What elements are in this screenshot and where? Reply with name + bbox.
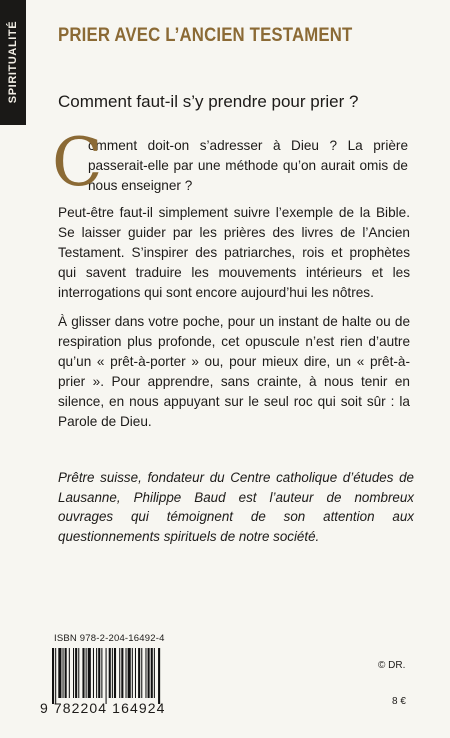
barcode-bar xyxy=(65,648,67,698)
book-title: PRIER AVEC L’ANCIEN TESTAMENT xyxy=(58,24,353,46)
barcode-bar xyxy=(154,648,155,698)
subtitle: Comment faut-il s’y prendre pour prier ? xyxy=(58,92,359,111)
barcode-bar xyxy=(86,648,87,698)
barcode-bar xyxy=(75,648,77,698)
barcode-digits: 9 782204 164924 xyxy=(40,700,166,716)
barcode-bar xyxy=(88,648,91,698)
barcode-bar xyxy=(55,648,56,704)
barcode-bar xyxy=(96,648,97,698)
barcode-bar xyxy=(114,648,116,698)
paragraph-bible-example: Peut-être faut-il simplement suivre l’exemple de la Bible. Se laisser guider par les prières des livres de l’Ancien Testament. S’inspirer des patriarches, rois et prophètes qui savent traduire les mouvements intérieurs et les interrogations qui sont encore aujourd’hui les nôtres. xyxy=(58,205,410,300)
barcode-bar xyxy=(112,648,113,698)
author-bio: Prêtre suisse, fondateur du Centre catholique d’études de Lausanne, Philippe Baud est l’auteur de nombreux ouvrages qui témoignent de son attention aux questionnements spirituels de notre société. xyxy=(58,470,414,544)
barcode-bars xyxy=(48,648,196,704)
barcode-bar xyxy=(135,648,136,698)
barcode-bar xyxy=(69,648,70,698)
barcode-bar xyxy=(93,648,94,698)
barcode-bar xyxy=(73,648,74,698)
barcode-bar xyxy=(101,648,102,698)
photo-copyright: © DR. xyxy=(378,660,406,671)
barcode xyxy=(48,648,196,708)
barcode-bar xyxy=(148,648,150,698)
barcode-bar xyxy=(106,648,107,704)
barcode-bar xyxy=(151,648,153,698)
spine-label: SPIRITUALITÉ xyxy=(7,20,19,104)
barcode-bar xyxy=(158,648,160,704)
drop-cap: C xyxy=(52,124,103,201)
barcode-bar xyxy=(78,648,79,698)
barcode-bar xyxy=(138,648,140,698)
barcode-bar xyxy=(132,648,133,698)
barcode-bar xyxy=(128,648,131,698)
intro-paragraph xyxy=(52,124,408,201)
barcode-bar xyxy=(98,648,100,698)
barcode-bar xyxy=(58,648,61,698)
barcode-bar xyxy=(121,648,123,698)
price: 8 € xyxy=(392,696,406,707)
barcode-bar xyxy=(63,648,64,698)
barcode-bar xyxy=(145,648,146,698)
barcode-bar xyxy=(119,648,120,698)
spine-tab xyxy=(0,0,26,125)
barcode-bar xyxy=(126,648,127,698)
intro-text: omment doit-on s’adresser à Dieu ? La prière passerait-elle par une méthode qu’on aurait omis de nous enseigner ? xyxy=(88,138,408,193)
barcode-bar xyxy=(82,648,84,698)
barcode-bar xyxy=(52,648,54,704)
barcode-bar xyxy=(141,648,142,698)
barcode-bar xyxy=(109,648,111,698)
paragraph-pocket-book: À glisser dans votre poche, pour un instant de halte ou de respiration plus profonde, cet opuscule n’est rien d’autre qu’un « prêt-à-porter » ou, pour mieux dire, un « prêt-à-prier ». Pour apprendre, sans crainte, à nous tenir en silence, en nous appuyant sur le seul roc qui soit sûr : la Parole de Dieu. xyxy=(58,314,410,429)
isbn-label: ISBN 978-2-204-16492-4 xyxy=(54,633,165,644)
